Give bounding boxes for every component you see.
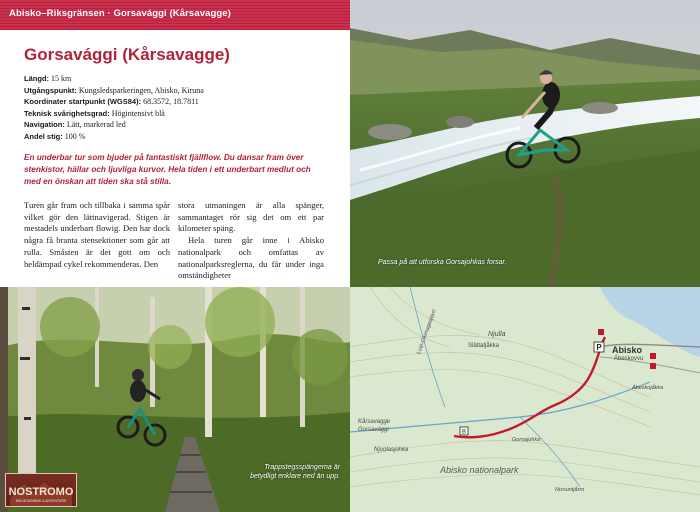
map-label-karsavagge: Kårsavagge [358,419,391,425]
fact-trail-share: Andel stig: 100 % [24,131,86,141]
fact-coordinates: Koordinater startpunkt (WGS84): 68.3572, 18.7811 [24,97,199,106]
fact-length: Längd: 15 km [24,74,72,83]
svg-text:MOUNTAINBIKE & ADVENTURE: MOUNTAINBIKE & ADVENTURE [15,499,67,503]
svg-text:P: P [596,343,602,352]
route-facts [24,73,344,142]
map-label-abeskojohka: Ábeskojåkka [632,385,664,391]
map-label-luip: Luip-Cavnagasjavri [416,308,438,356]
body-paragraph: Hela turen går inne i Abisko nationalpark och omfattas av nationalparksreglerna, du får under inga omständigheter [178,235,324,281]
map-label-nationalpark: Abisko nationalpark [440,465,519,475]
section-header-band [0,0,350,30]
body-column-left [24,200,170,270]
map-label-njulla: Njulla [488,331,506,338]
map-label-slattatjakka: Slättatjåkka [468,343,500,349]
map-label-abeskovvu: Ábeskovvu [614,356,644,362]
fact-navigation: Navigation: Lätt, markerad led [24,120,126,129]
route-map [350,287,700,512]
photo-rider-by-river [350,0,700,287]
map-label-abisko: Abisko [612,345,643,355]
article-page [0,0,350,287]
body-column-right [178,200,324,282]
body-paragraph: stora utmaningen är alla spänger, sammantaget rör sig det om ett par kilometer späng. [178,200,324,234]
map-label-nissuntjarro: Nissuntjårro [555,487,585,493]
section-header-text: Abisko–Riksgränsen · Gorsavággi (Kårsavagge) [9,8,231,19]
svg-text:NOSTROMO: NOSTROMO [8,486,74,498]
route-title: Gorsavággi (Kårsavagge) [24,45,230,64]
map-label-gorsajohka: Gorsajohka [512,437,541,443]
map-label-gorsavaggi: Gorsavággi [358,427,389,433]
fact-start-point: Utgångspunkt: Kungsledsparkeringen, Abisko, Kiruna [24,85,204,95]
body-paragraph: Turen går fram och tillbaka i samma spår vilket gör den lättnavigerad. Stigen är mestadels underbart flowig. Den har dock några få branta stensektioner som går att rulla. Småsten är det gott om och heldämpad cykel rekommenderas. Den [24,200,170,269]
intro-paragraph: En underbar tur som bjuder på fantastiskt fjällflow. Du dansar fram över stenkistor, hällar och ljuvliga kurvor. Hela tiden i ett underbart medlut och med en önskan att tiden ska stå stilla. [24,153,311,186]
svg-text:B: B [461,429,467,436]
map-label-njuolasjohka: Njuolasjohka [374,447,409,453]
nostromo-logo [5,473,77,507]
fact-difficulty: Teknisk svårighetsgrad: Högintensivt blå [24,108,165,118]
caption-river-photo: Passa på att utforska Gorsajohkas forsar. [378,259,507,266]
caption-forest-photo: Trappstegsspängerna är betydligt enklare ned än upp. [250,464,340,480]
